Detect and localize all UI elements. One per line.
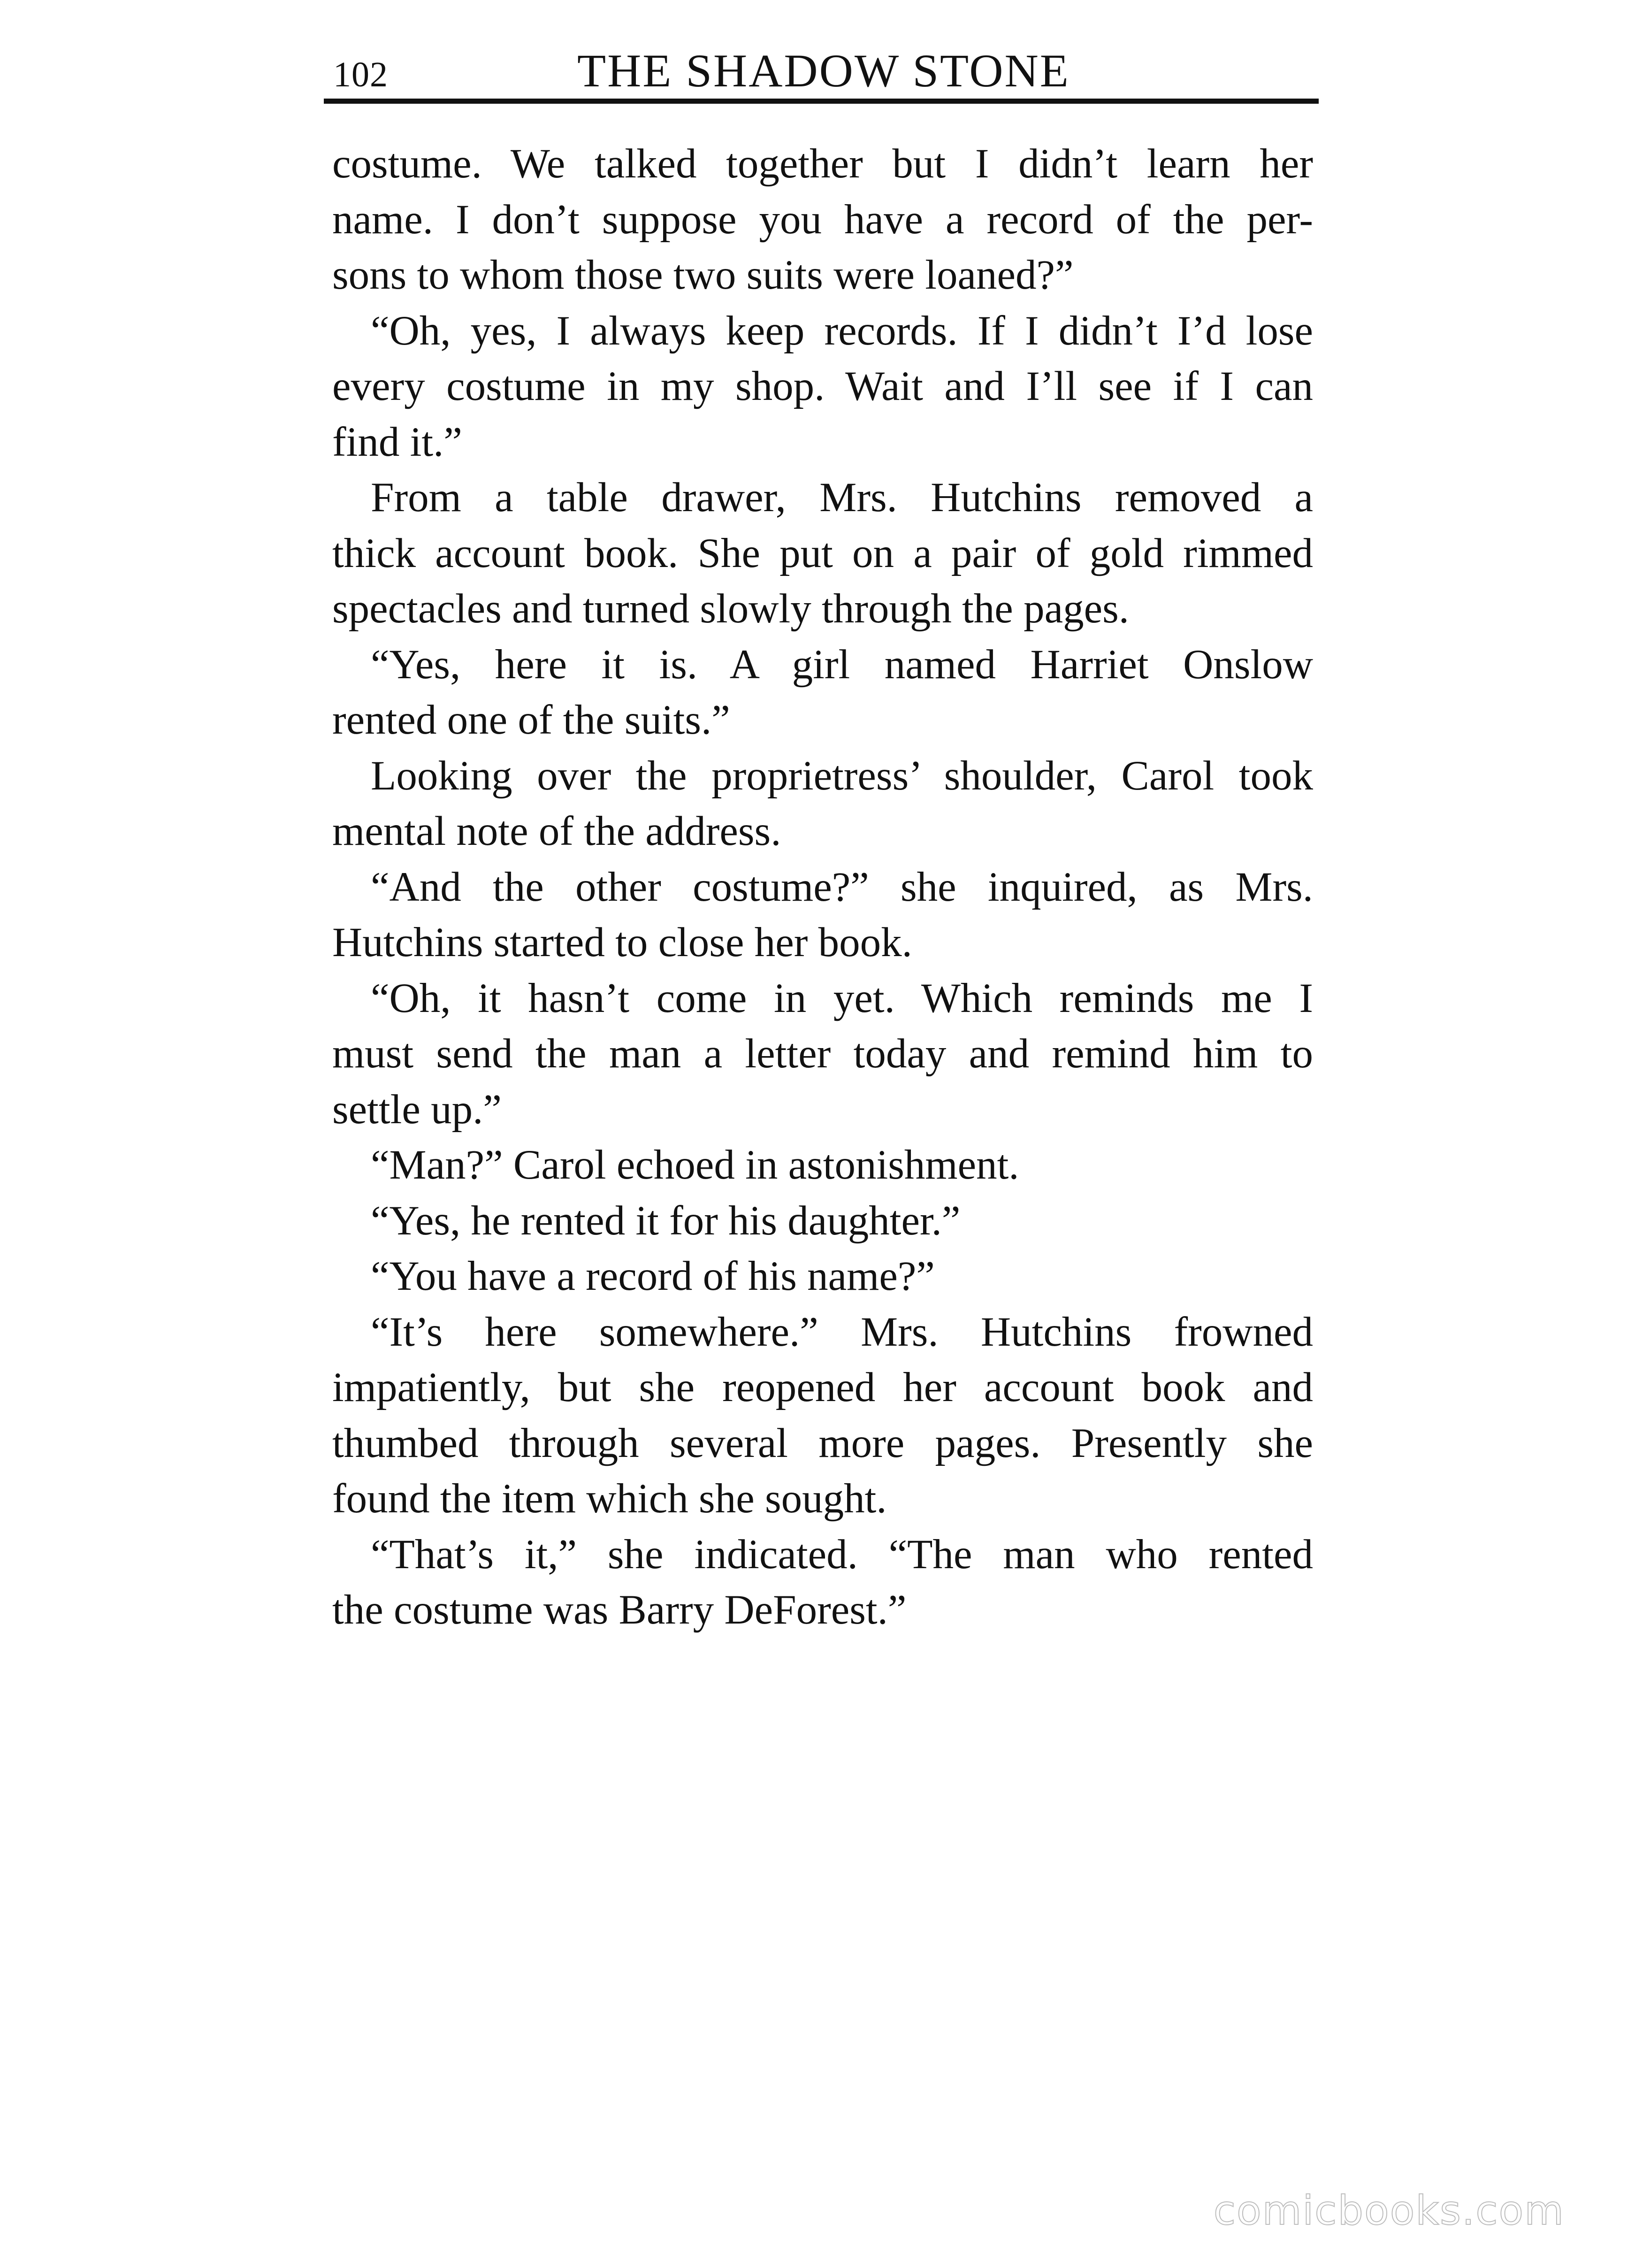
text-line: thumbed through several more pages. Presently she [332,1420,1313,1466]
text-line: find it.” [332,419,462,465]
text-line: “Man?” Carol echoed in astonishment. [371,1142,1019,1188]
text-line: impatiently, but she reopened her account book and [332,1364,1313,1410]
text-line: found the item which she sought. [332,1476,887,1522]
text-line: “Yes, he rented it for his daughter.” [371,1197,961,1244]
text-line: “And the other costume?” she inquired, as Mrs. [371,864,1313,910]
text-line: every costume in my shop. Wait and I’ll see if I can [332,363,1313,409]
text-line: “That’s it,” she indicated. “The man who rented [371,1531,1313,1578]
text-line: spectacles and turned slowly through the pages. [332,586,1129,632]
text-line: mental note of the address. [332,808,781,854]
text-line: “It’s here somewhere.” Mrs. Hutchins frowned [371,1309,1313,1355]
text-line: the costume was Barry DeForest.” [332,1587,907,1633]
text-line: Looking over the proprietress’ shoulder, Carol took [371,752,1313,799]
text-line: From a table drawer, Mrs. Hutchins removed a [371,475,1313,521]
watermark: comicbooks.com [1213,2187,1565,2234]
running-head [324,42,1319,103]
header-rule [324,99,1319,104]
book-title: THE SHADOW STONE [577,45,1070,97]
page-number: 102 [333,55,388,94]
text-line: rented one of the suits.” [332,697,730,743]
text-line: must send the man a letter today and remind him to [332,1031,1313,1077]
text-line: name. I don’t suppose you have a record of the per- [332,196,1313,243]
text-line: settle up.” [332,1086,502,1133]
text-line: sons to whom those two suits were loaned?” [332,252,1074,298]
text-line: “Oh, yes, I always keep records. If I didn’t I’d lose [371,307,1313,354]
text-line: “You have a record of his name?” [371,1253,935,1299]
text-line: thick account book. She put on a pair of gold rimmed [332,530,1313,576]
text-line: costume. We talked together but I didn’t learn her [332,141,1313,187]
text-line: “Oh, it hasn’t come in yet. Which reminds me I [371,975,1313,1021]
page-body-text [332,136,1313,1638]
text-line: Hutchins started to close her book. [332,919,912,965]
text-line: “Yes, here it is. A girl named Harriet Onslow [371,641,1313,688]
